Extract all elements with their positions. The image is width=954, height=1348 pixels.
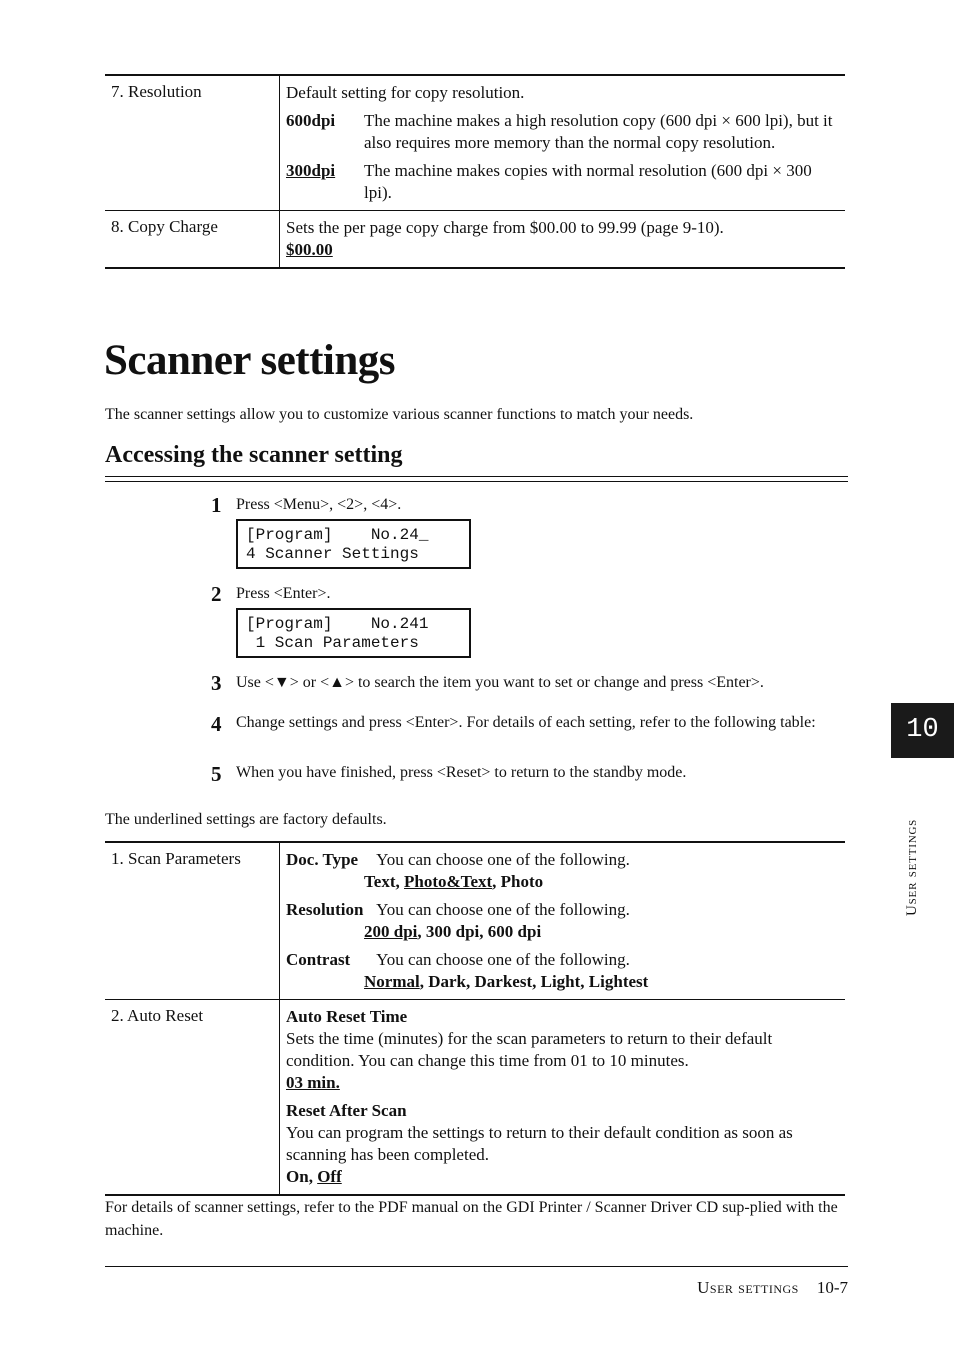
option-text: The machine makes copies with normal resolution (600 dpi × 300 lpi). — [364, 161, 812, 202]
page-footer — [697, 1278, 848, 1298]
footer-section: User settings — [697, 1278, 799, 1297]
option-text: The machine makes a high resolution copy (600 dpi × 600 lpi), but it also requires more memory than the normal copy resolution. — [364, 111, 833, 152]
setting-options: On, Off — [286, 1167, 342, 1186]
step-number: 2 — [211, 582, 222, 606]
step-text: Change settings and press <Enter>. For details of each setting, refer to the following table: — [236, 714, 816, 731]
lcd-line: 4 Scanner Settings — [246, 545, 419, 563]
footnote: For details of scanner settings, refer to the PDF manual on the GDI Printer / Scanner Driver CD sup-plied with the machine. — [105, 1199, 838, 1239]
step-text: Press <Menu>, <2>, <4>. — [236, 496, 402, 513]
default-option: 200 dpi — [364, 922, 418, 941]
step-number: 4 — [211, 712, 222, 736]
side-section-label: User settings — [904, 818, 920, 916]
default-value: $00.00 — [286, 240, 333, 259]
step-number: 3 — [211, 671, 222, 695]
step-number: 5 — [211, 762, 222, 786]
setting-text: You can choose one of the following. — [376, 850, 630, 869]
footer-rule — [105, 1266, 848, 1267]
step-text: When you have finished, press <Reset> to return to the standby mode. — [236, 764, 687, 781]
contrast-group — [286, 949, 845, 993]
lcd-line: 1 Scan Parameters — [246, 634, 419, 652]
setting-name: Doc. Type — [286, 850, 359, 869]
option-key-default: 300dpi — [286, 161, 336, 180]
copy-settings-table — [105, 74, 845, 269]
lcd-display — [236, 519, 471, 569]
default-option: Normal — [364, 972, 420, 991]
resolution-group — [286, 899, 845, 943]
table-row-auto-reset — [105, 1000, 845, 1196]
row-label: 8. Copy Charge — [105, 211, 280, 267]
setting-text: You can choose one of the following. — [376, 900, 630, 919]
step-text: Press <Enter>. — [236, 585, 331, 602]
default-option: Photo&Text — [404, 872, 493, 891]
setting-text: You can program the settings to return to their default condition as soon as scanning has been completed. — [286, 1123, 793, 1164]
step-number: 1 — [211, 493, 222, 517]
defaults-note: The underlined settings are factory defaults. — [105, 811, 387, 828]
heading-rule — [105, 476, 848, 482]
section-heading: Accessing the scanner setting — [105, 442, 403, 468]
setting-options: Text, Photo&Text, Photo — [364, 872, 544, 891]
setting-options: 200 dpi, 300 dpi, 600 dpi — [364, 922, 542, 941]
page-title: Scanner settings — [104, 337, 396, 384]
option-key: 600dpi — [286, 111, 336, 130]
chapter-tab: 10 — [891, 703, 954, 758]
setting-name: Auto Reset Time — [286, 1007, 408, 1026]
doc-type-group — [286, 849, 845, 893]
scanner-settings-table — [105, 841, 845, 1196]
table-row-scan-parameters — [105, 843, 845, 1000]
step-text: Use <▼> or <▲> to search the item you want to set or change and press <Enter>. — [236, 674, 764, 691]
lcd-display — [236, 608, 471, 658]
setting-text: Sets the time (minutes) for the scan parameters to return to their default condition. You can change this time from 01 to 10 minutes. — [286, 1029, 773, 1070]
row-label: 1. Scan Parameters — [105, 843, 280, 999]
setting-name: Reset After Scan — [286, 1101, 407, 1120]
page-number: 10-7 — [816, 1278, 848, 1297]
row-description: Sets the per page copy charge from $00.00 to 99.99 (page 9-10). — [286, 218, 724, 237]
lcd-line: [Program] No.241 — [246, 615, 429, 633]
table-row-copy-charge — [105, 211, 845, 269]
table-row-resolution — [105, 76, 845, 211]
default-value: 03 min. — [286, 1073, 340, 1092]
intro-paragraph: The scanner settings allow you to customize various scanner functions to match your needs. — [105, 406, 694, 423]
setting-name: Resolution — [286, 900, 364, 919]
setting-options: Normal, Dark, Darkest, Light, Lightest — [364, 972, 649, 991]
row-description: Default setting for copy resolution. — [286, 83, 525, 102]
setting-text: You can choose one of the following. — [376, 950, 630, 969]
row-label: 7. Resolution — [105, 76, 280, 210]
lcd-line: [Program] No.24_ — [246, 526, 429, 544]
default-option: Off — [317, 1167, 342, 1186]
setting-name: Contrast — [286, 950, 351, 969]
row-label: 2. Auto Reset — [105, 1000, 280, 1194]
